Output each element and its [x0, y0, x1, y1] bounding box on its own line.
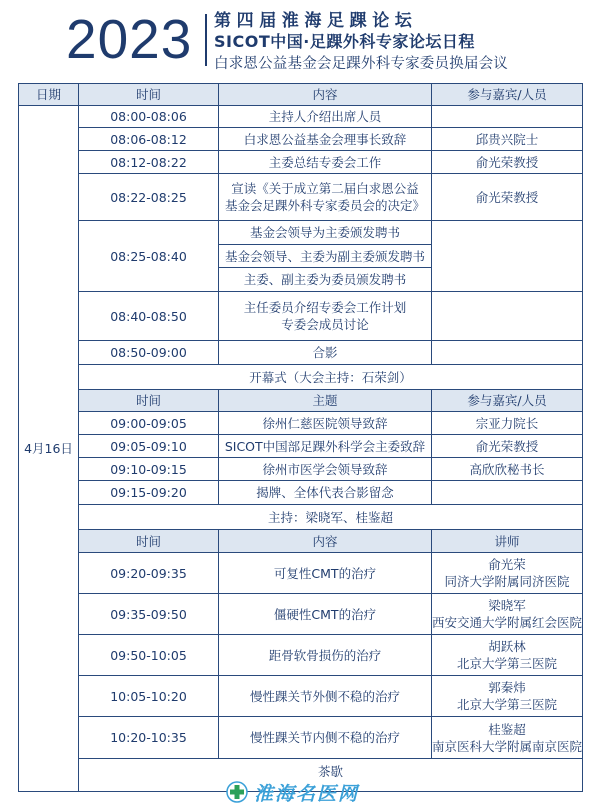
table-row-lecturer: 郭秦炜 北京大学第三医院 [432, 676, 582, 717]
table-row-topic: 徐州仁慈医院领导致辞 [219, 412, 432, 435]
table-row-content: 可复性CMT的治疗 [219, 553, 432, 594]
table-row-guest: 宗亚力院长 [432, 412, 582, 435]
table-row-content: 距骨软骨损伤的治疗 [219, 635, 432, 676]
table-row-time: 08:22-08:25 [79, 174, 219, 221]
table-row-content: 基金会领导为主委颁发聘书 [219, 221, 432, 245]
page-header [0, 0, 600, 80]
table-row-content: 主委总结专委会工作 [219, 151, 432, 174]
tea-break-row: 茶歇 [317, 764, 343, 779]
brand-watermark: 淮海名医网 [254, 783, 360, 805]
header-guest: 参与嘉宾/人员 [432, 390, 582, 412]
table-row-lecturer: 梁晓军 西安交通大学附属红会医院 [432, 594, 582, 635]
table-row-time: 09:05-09:10 [79, 435, 219, 458]
table-row-content: 慢性踝关节内侧不稳的治疗 [219, 717, 432, 759]
table-row-content: 主任委员介绍专委会工作计划 专委会成员讨论 [219, 292, 432, 341]
table-row-time: 09:20-09:35 [79, 553, 219, 594]
table-row-content: 白求恩公益基金会理事长致辞 [219, 128, 432, 151]
table-row-topic: SICOT中国部足踝外科学会主委致辞 [219, 435, 432, 458]
table-row-guest [432, 106, 582, 128]
host-row: 主持：梁晓军、桂鉴超 [79, 505, 582, 530]
table-row-time: 08:25-08:40 [79, 221, 219, 292]
header-guest: 参与嘉宾/人员 [432, 84, 582, 106]
table-row-guest: 邱贵兴院士 [432, 128, 582, 151]
table-row-guest: 俞光荣教授 [432, 151, 582, 174]
table-row-guest [432, 221, 582, 292]
table-row-time: 09:00-09:05 [79, 412, 219, 435]
table-row-time: 09:10-09:15 [79, 458, 219, 481]
table-row-time: 08:06-08:12 [79, 128, 219, 151]
table-row-lecturer: 胡跃林 北京大学第三医院 [432, 635, 582, 676]
table-row-time: 10:05-10:20 [79, 676, 219, 717]
table-row-guest: 俞光荣教授 [432, 435, 582, 458]
header-content: 内容 [219, 84, 432, 106]
forum-subtitle: SICOT中国·足踝外科专家论坛日程 [214, 32, 475, 51]
table-row-time: 10:20-10:35 [79, 717, 219, 759]
table-row-time: 09:15-09:20 [79, 481, 219, 505]
table-row-time: 08:12-08:22 [79, 151, 219, 174]
table-row-time: 08:00-08:06 [79, 106, 219, 128]
header-time: 时间 [79, 530, 219, 553]
table-row-guest [432, 292, 582, 341]
table-row-time: 08:40-08:50 [79, 292, 219, 341]
header-topic: 主题 [219, 390, 432, 412]
table-row-content: 慢性踝关节外侧不稳的治疗 [219, 676, 432, 717]
table-row-time: 09:50-10:05 [79, 635, 219, 676]
table-row-topic: 揭牌、全体代表合影留念 [219, 481, 432, 505]
table-row-guest [432, 341, 582, 365]
table-row-content: 僵硬性CMT的治疗 [219, 594, 432, 635]
table-row-topic: 徐州市医学会领导致辞 [219, 458, 432, 481]
header-divider [205, 14, 207, 66]
medical-cross-icon [226, 781, 248, 803]
table-row-content: 合影 [219, 341, 432, 365]
table-row-content: 主委、副主委为委员颁发聘书 [219, 268, 432, 292]
header-time: 时间 [79, 84, 219, 106]
schedule-table [18, 83, 583, 792]
header-content: 内容 [219, 530, 432, 553]
table-row-lecturer: 桂鉴超 南京医科大学附属南京医院 [432, 717, 582, 759]
header-lecturer: 讲师 [432, 530, 582, 553]
table-row-time: 08:50-09:00 [79, 341, 219, 365]
forum-title: 第四届淮海足踝论坛 [214, 11, 418, 31]
table-row-content: 宣读《关于成立第二届白求恩公益 基金会足踝外科专家委员会的决定》 [219, 174, 432, 221]
header-date: 日期 [19, 84, 79, 106]
table-row-content: 基金会领导、主委为副主委颁发聘书 [219, 245, 432, 268]
table-row-content: 主持人介绍出席人员 [219, 106, 432, 128]
header-time: 时间 [79, 390, 219, 412]
table-row-guest: 高欣欣秘书长 [432, 458, 582, 481]
year-title: 2023 [66, 8, 193, 70]
table-row-guest [432, 481, 582, 505]
table-row-time: 09:35-09:50 [79, 594, 219, 635]
table-row-lecturer: 俞光荣 同济大学附属同济医院 [432, 553, 582, 594]
date-cell: 4月16日 [19, 106, 79, 791]
table-row-guest: 俞光荣教授 [432, 174, 582, 221]
meeting-title: 白求恩公益基金会足踝外科专家委员换届会议 [214, 56, 508, 72]
opening-ceremony-row: 开幕式（大会主持：石荣剑） [79, 365, 582, 390]
